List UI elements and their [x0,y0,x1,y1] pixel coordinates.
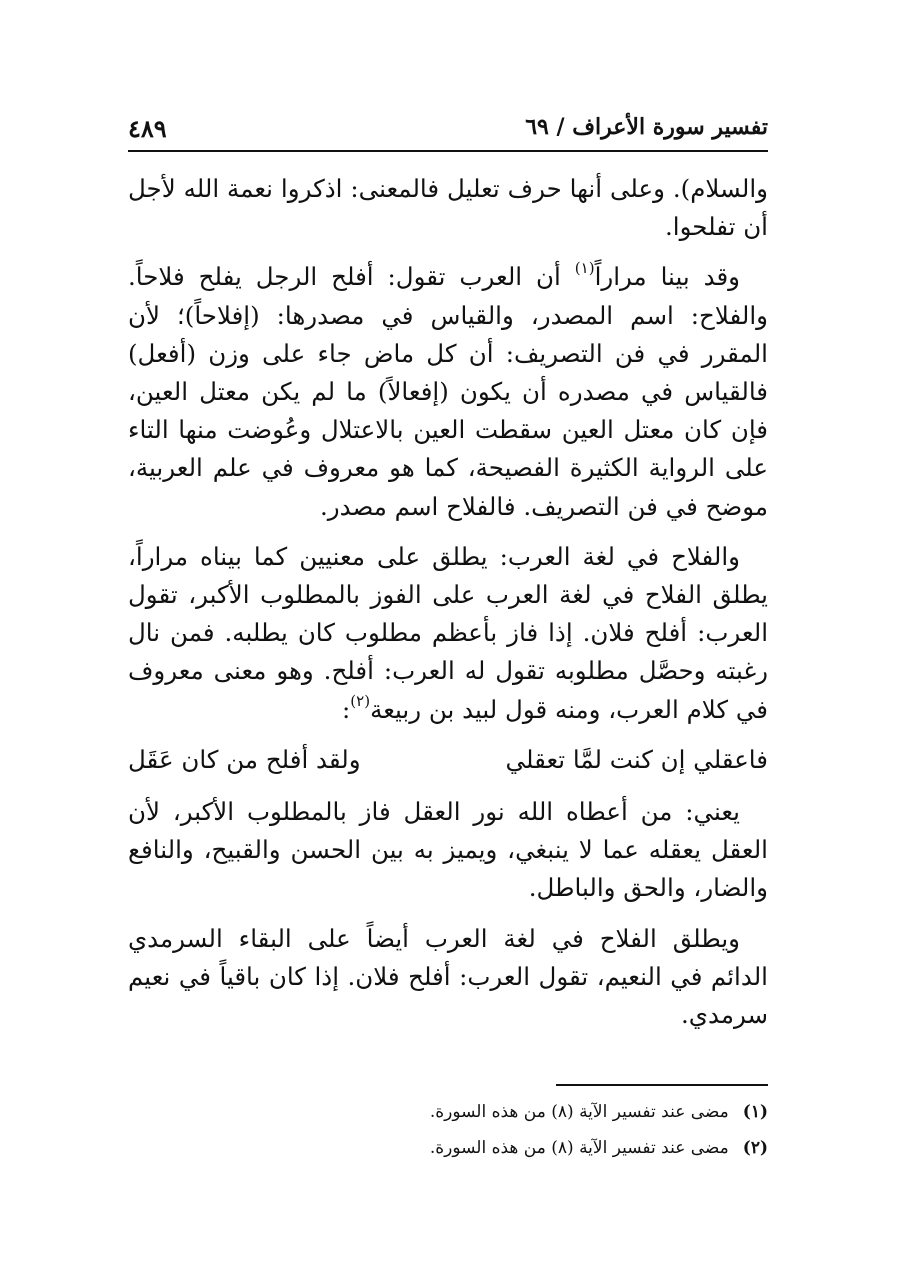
footnote-1-text: مضى عند تفسير الآية (٨) من هذه السورة. [429,1102,729,1122]
paragraph-2-start: وقد بينا مراراً [594,262,740,292]
paragraph-2-rest: أن العرب تقول: أفلح الرجل يفلح فلاحاً. والفلاح: اسم المصدر، والقياس في مصدرها: (إفلاحاً)؛ لأن المقرر في فن التصريف: أن كل ماض جاء على وزن (أفعل) فالقياس في مصدره أن يكون (إفعالاً) ما لم يكن معتل العين، فإن كان معتل العين سقطت العين بالاعتلال وعُوضت منها التاء على الرواية الكثيرة الفصيحة، كما هو معروف في علم العربية، موضح في فن التصريف. فالفلاح اسم مصدر. [128,262,768,521]
paragraph-4: يعني: من أعطاه الله نور العقل فاز بالمطلوب الأكبر، لأن العقل يعقله عما لا ينبغي، ويميز به بين الحسن والقبيح، والنافع والضار، والحق والباطل. [128,797,768,903]
footnote-2-text: مضى عند تفسير الآية (٨) من هذه السورة. [429,1138,729,1158]
paragraph-5: ويطلق الفلاح في لغة العرب أيضاً على البقاء السرمدي الدائم في النعيم، تقول العرب: أفلح فلان. إذا كان باقياً في نعيم سرمدي. [128,923,768,1030]
running-header [128,110,768,150]
verse-second-hemistich: ولقد أفلح من كان عَقَل [128,744,361,774]
footnote-1 [128,1094,768,1130]
page-number: ٤٨٩ [128,114,167,143]
header-rule [128,150,768,152]
footnote-ref-2[interactable]: (٢) [350,691,371,710]
footnote-2-number: (٢) [742,1138,768,1158]
verse-first-hemistich: فاعقلي إن كنت لمَّا تعقلي [505,744,768,774]
paragraph-1: والسلام). وعلى أنها حرف تعليل فالمعنى: اذكروا نعمة الله لأجل أن تفلحوا. [128,174,768,242]
paragraph-3-end: : [342,694,351,724]
paragraph-2 [128,258,768,525]
main-text [128,170,768,1046]
running-header-title: تفسير سورة الأعراف / ٦٩ [525,114,768,140]
footnote-1-number: (١) [742,1102,768,1122]
paragraph-3-start: والفلاح في لغة العرب: يطلق على معنيين كما بيناه مراراً، يطلق الفلاح في لغة العرب على الفوز بالمطلوب الأكبر، تقول العرب: أفلح فلان. إذا فاز بأعظم مطلوب كان يطلبه. فمن نال رغبته وحصَّل مطلوبه تقول له العرب: أفلح. وهو معنى معروف في كلام العرب، ومنه قول لبيد بن ربيعة [128,541,768,724]
footnote-ref-1[interactable]: (١) [574,259,595,278]
paragraph-3 [128,538,768,729]
footnote-rule [556,1084,768,1086]
footnotes [128,1094,768,1166]
footnote-2 [128,1130,768,1166]
poetry-verse [128,741,768,779]
